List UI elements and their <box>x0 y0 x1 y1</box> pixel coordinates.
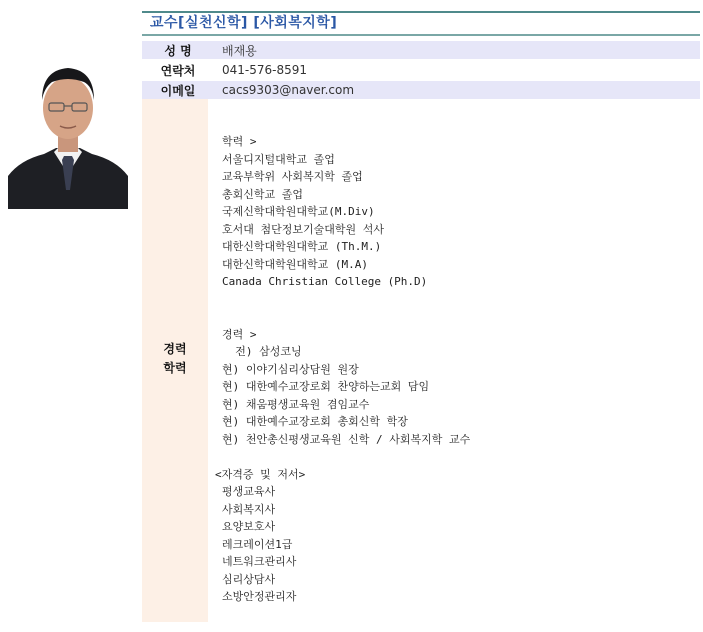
education-item: 교육부학위 사회복지학 졸업 <box>222 170 363 183</box>
contact-row <box>142 61 700 79</box>
certificates-heading: <자격증 및 저서> <box>215 467 306 481</box>
certificate-item: 요양보호사 <box>222 520 276 533</box>
career-item: 현) 채움평생교육원 겸임교수 <box>222 397 370 411</box>
education-item: 국제신학대학원대학교(M.Div) <box>222 205 375 218</box>
section-spacer <box>222 308 692 326</box>
certificate-item: 네트워크관리사 <box>222 555 297 568</box>
certificate-item: 평생교육사 <box>222 485 276 498</box>
name-value: 배재용 <box>222 43 257 58</box>
career-content <box>215 133 692 606</box>
education-heading: 학력 > <box>222 135 257 148</box>
career-item: 현) 대한예수교장로회 찬양하는교회 담임 <box>222 380 430 393</box>
career-item: 현) 이야기심리상담원 원장 <box>222 362 359 376</box>
certificate-item: 레크레이션1급 <box>222 537 293 551</box>
education-item: Canada Christian College (Ph.D) <box>222 275 428 288</box>
name-row <box>142 41 700 59</box>
career-item: 현) 대한예수교장로회 총회신학 학장 <box>222 415 408 428</box>
career-heading: 경력 > <box>222 327 257 341</box>
email-label: 이메일 <box>142 82 214 99</box>
name-label: 성 명 <box>142 42 214 59</box>
certificate-item: 소방안정관리자 <box>222 590 297 603</box>
career-label-line-2: 학력 <box>163 361 187 375</box>
section-spacer <box>222 291 692 309</box>
career-item: 전) 삼성코닝 <box>222 345 302 358</box>
profile-photo <box>8 48 128 209</box>
career-item: 현) 천안총신평생교육원 신학 / 사회복지학 교수 <box>222 432 471 446</box>
career-label-line-1: 경력 <box>163 342 187 356</box>
certificate-item: 심리상담사 <box>222 572 276 586</box>
education-item: 서울디지털대학교 졸업 <box>222 152 335 166</box>
page-title: 교수[실천신학] [사회복지학] <box>150 15 338 31</box>
education-item: 대한신학대학원대학교 (M.A) <box>222 257 368 271</box>
email-value[interactable]: cacs9303@naver.com <box>222 83 355 97</box>
education-item: 호서대 첨단정보기술대학원 석사 <box>222 222 385 236</box>
header-bottom-rule <box>142 34 700 36</box>
contact-label: 연락처 <box>142 62 214 79</box>
career-label <box>142 340 208 378</box>
education-item: 총회신학교 졸업 <box>222 187 304 201</box>
certificate-item: 사회복지사 <box>222 502 276 516</box>
email-row <box>142 81 700 99</box>
education-item: 대한신학대학원대학교 (Th.M.) <box>222 240 382 253</box>
contact-value: 041-576-8591 <box>222 63 308 77</box>
section-spacer <box>222 448 692 466</box>
